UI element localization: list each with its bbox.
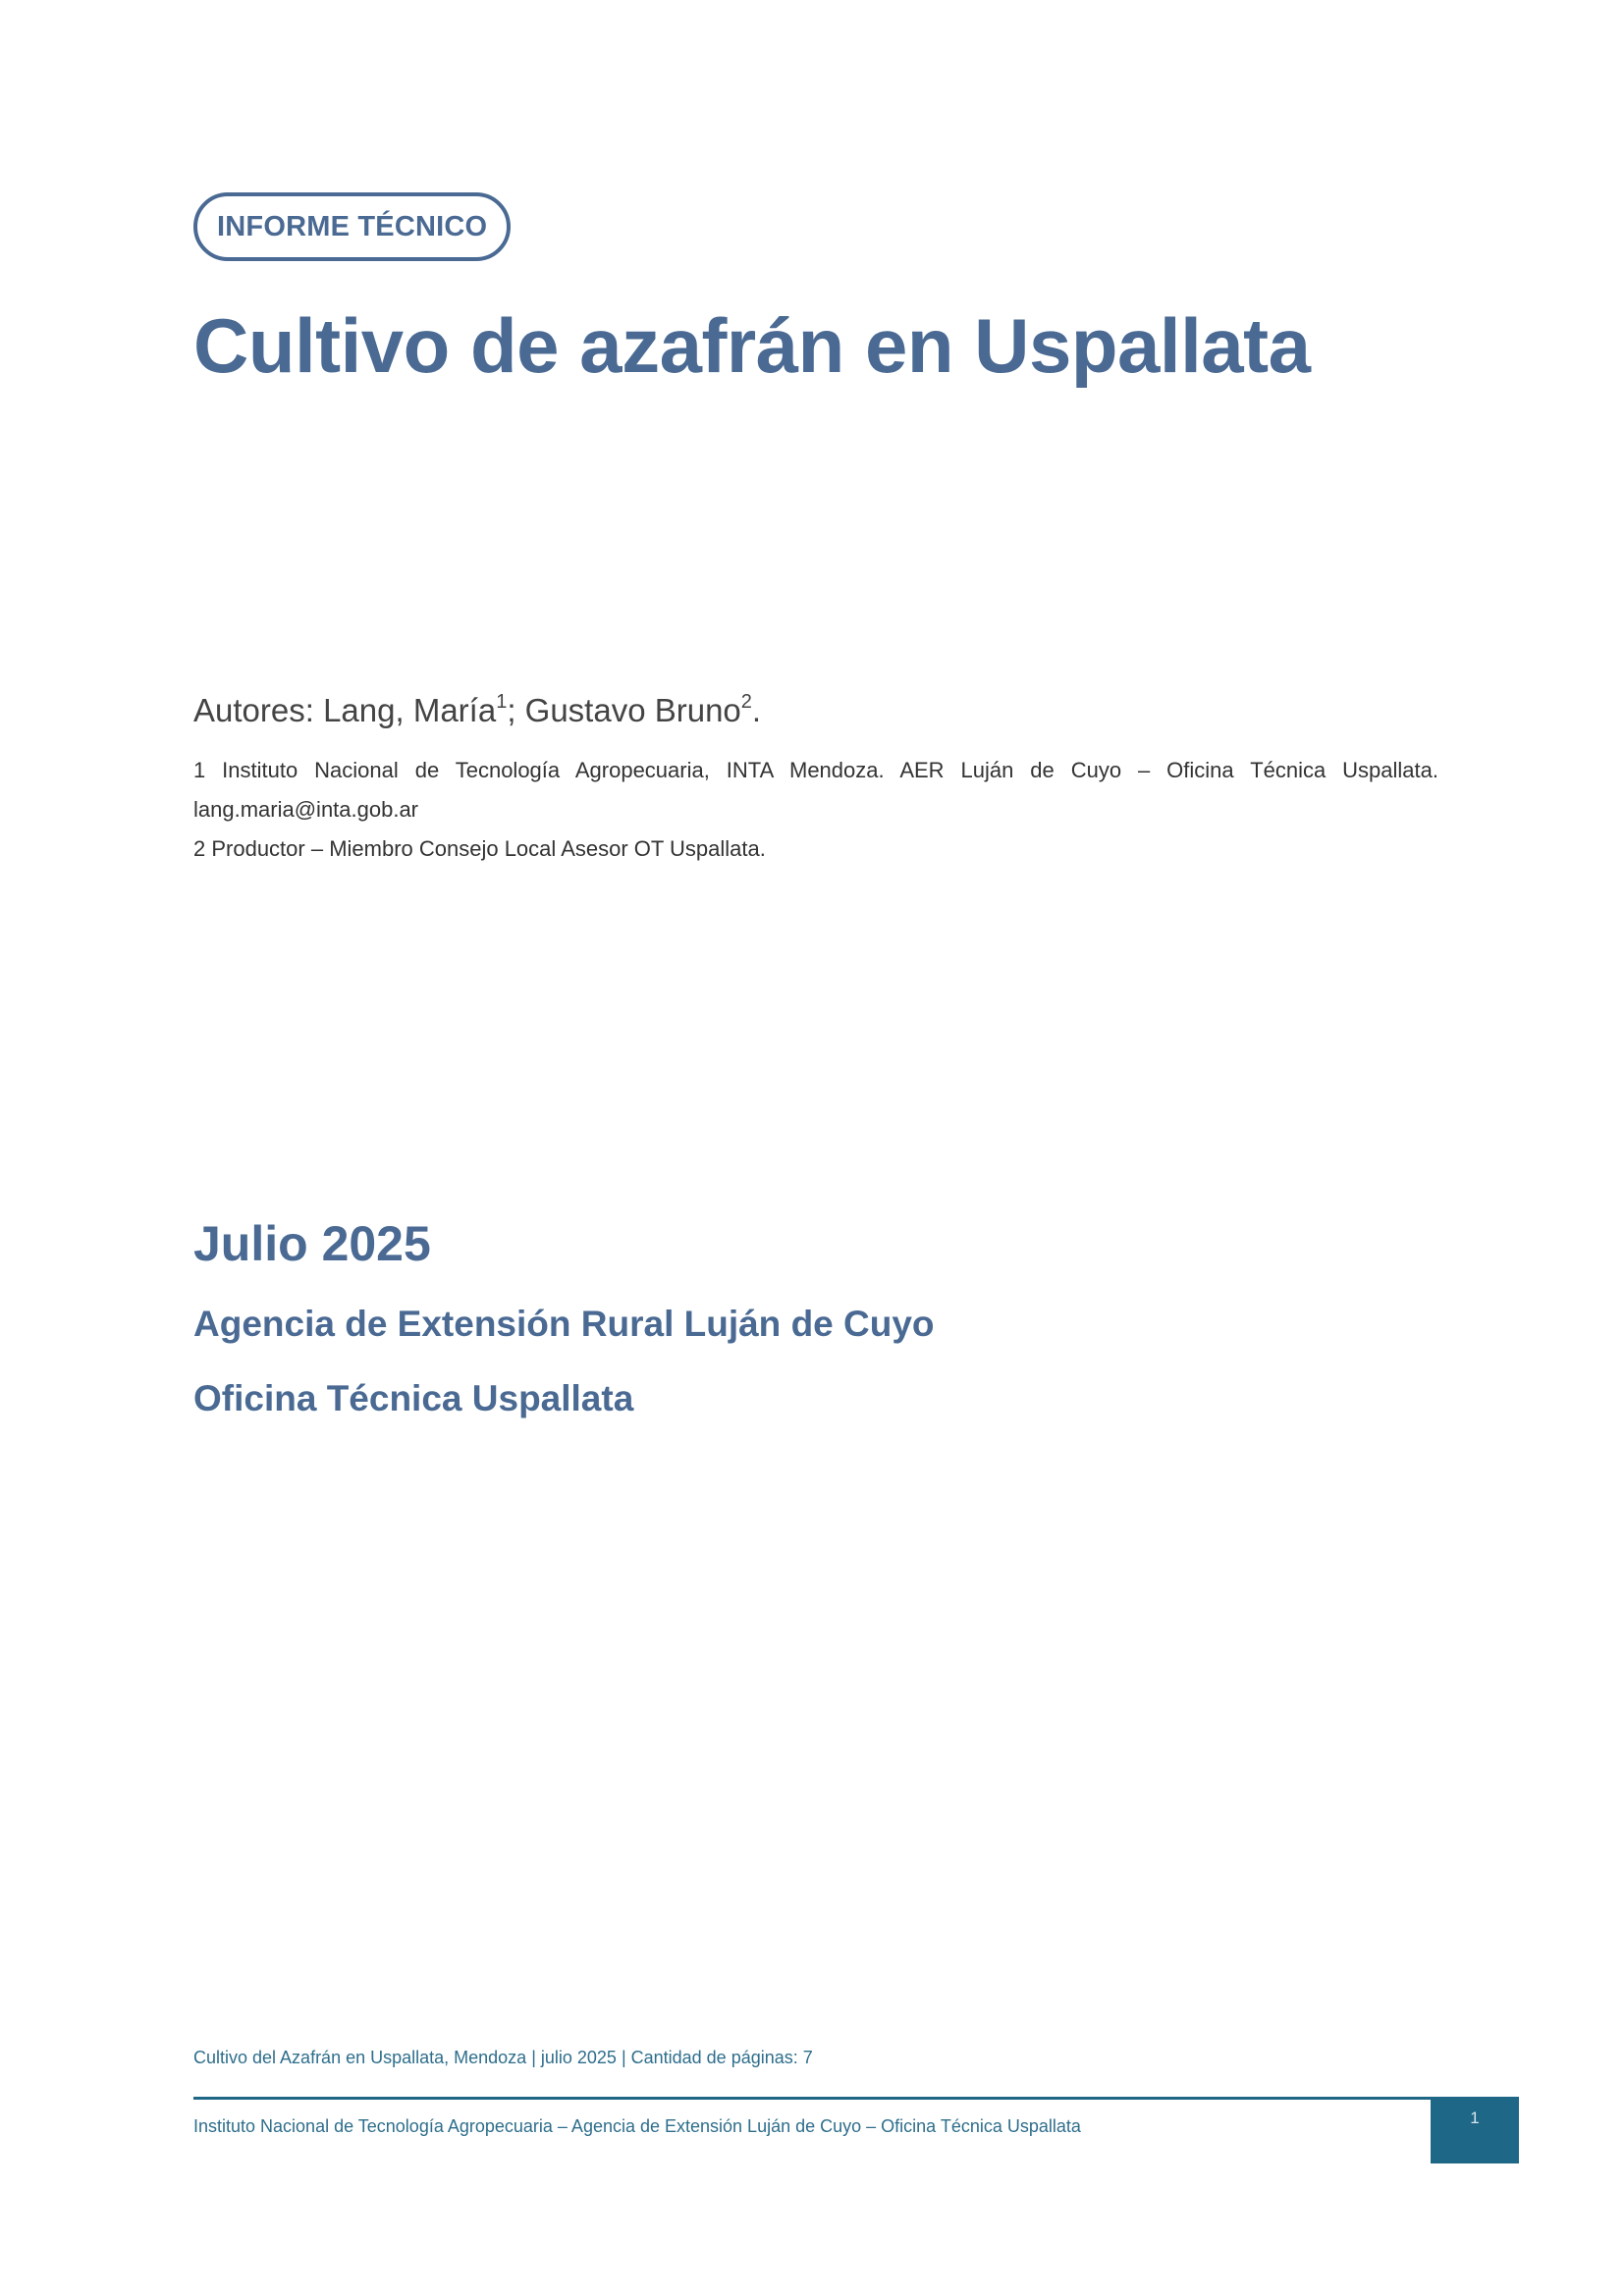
document-title: Cultivo de azafrán en Uspallata bbox=[193, 302, 1311, 389]
authors-line bbox=[193, 692, 761, 729]
author-1-footnote-marker: 1 bbox=[496, 691, 508, 713]
author-email: lang.maria@inta.gob.ar bbox=[193, 797, 419, 822]
office-name: Oficina Técnica Uspallata bbox=[193, 1378, 634, 1418]
agency-name: Agencia de Extensión Rural Luján de Cuyo bbox=[193, 1304, 935, 1344]
footer-divider bbox=[193, 2097, 1519, 2100]
affiliation-2: 2 Productor – Miembro Consejo Local Asesor OT Uspallata. bbox=[193, 836, 766, 861]
authors-suffix: . bbox=[751, 692, 762, 728]
affiliation-1-text: 1 Instituto Nacional de Tecnología Agropecuaria, INTA Mendoza. AER Luján de Cuyo – Oficina Técnica Uspallata. bbox=[193, 758, 1438, 782]
footer-institution: Instituto Nacional de Tecnología Agropecuaria – Agencia de Extensión Luján de Cuyo – Oficina Técnica Uspallata bbox=[193, 2116, 1081, 2136]
report-type-badge: INFORME TÉCNICO bbox=[193, 192, 511, 261]
page-number-box bbox=[1431, 2097, 1519, 2163]
affiliation-1 bbox=[193, 751, 1438, 829]
author-1-name: Lang, María bbox=[323, 692, 497, 728]
publication-date: Julio 2025 bbox=[193, 1216, 431, 1271]
author-2-name: Gustavo Bruno bbox=[524, 692, 741, 728]
author-2-footnote-marker: 2 bbox=[740, 691, 752, 713]
authors-prefix: Autores: bbox=[193, 692, 324, 728]
page-number: 1 bbox=[1470, 2109, 1480, 2127]
footer-document-info: Cultivo del Azafrán en Uspallata, Mendoza | julio 2025 | Cantidad de páginas: 7 bbox=[193, 2048, 813, 2067]
authors-separator: ; bbox=[507, 692, 525, 728]
